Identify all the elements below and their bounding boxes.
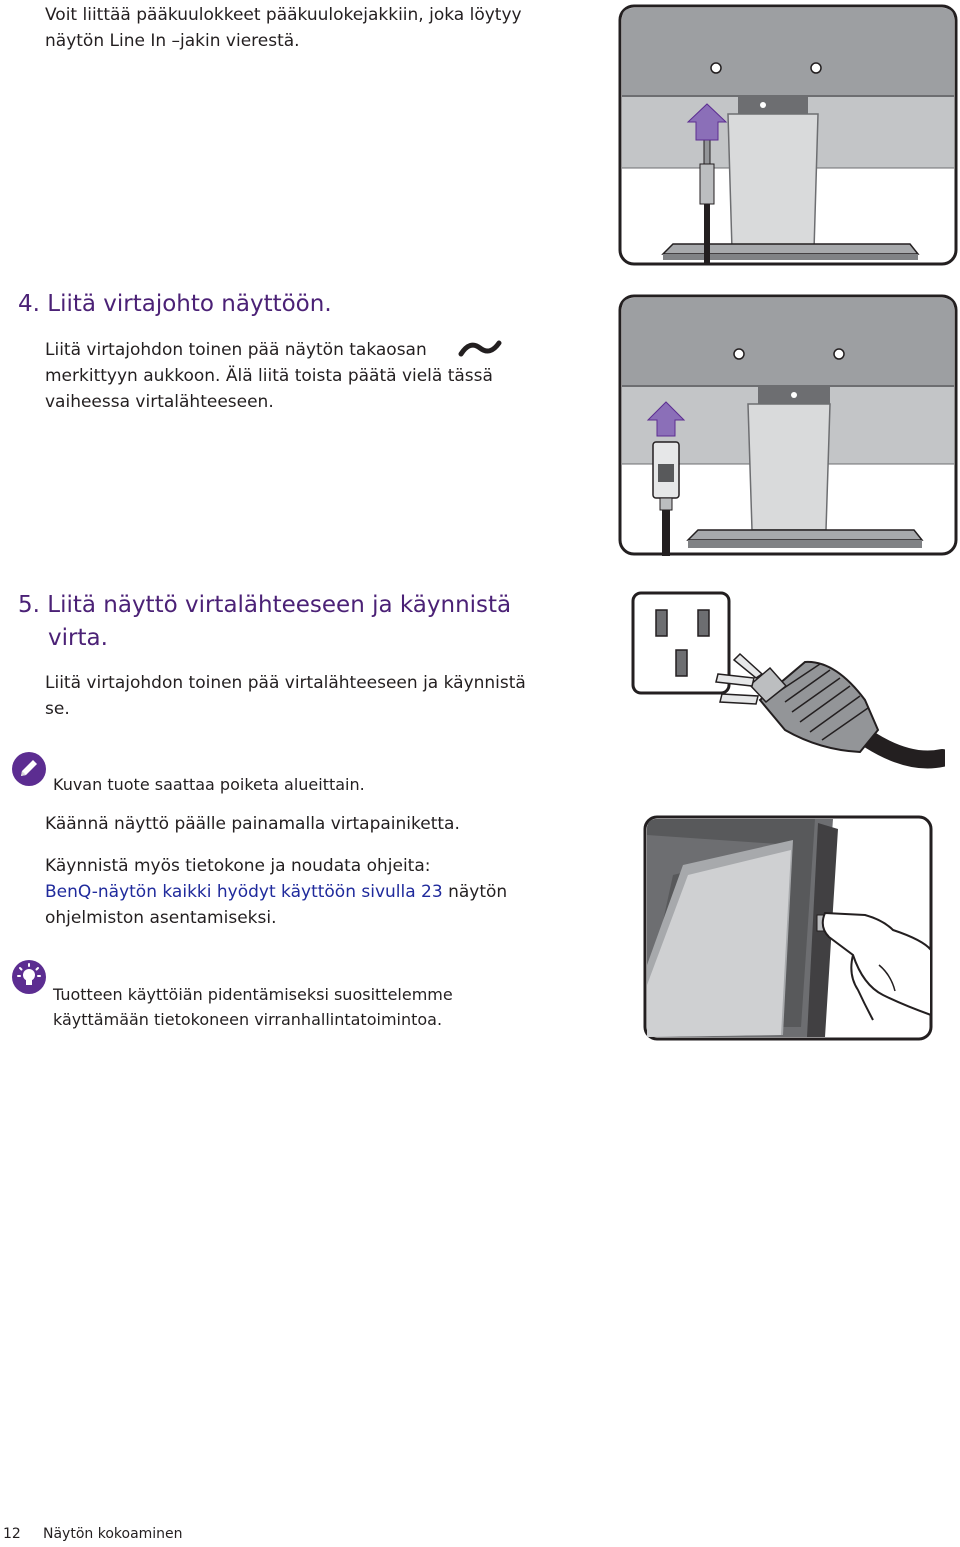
tip-line-1: Tuotteen käyttöiän pidentämiseksi suosittelemme (53, 985, 453, 1004)
step-5-line-1: Liitä virtajohdon toinen pää virtalähteeseen ja käynnistä (45, 673, 526, 693)
wall-outlet-figure (630, 590, 945, 782)
headphone-jack-figure (618, 4, 958, 268)
computer-instructions-line-3: ohjelmiston asentamiseksi. (45, 908, 277, 928)
step-4-line-1: Liitä virtajohdon toinen pää näytön takaosan (45, 340, 427, 360)
step-4-line-2: merkittyyn aukkoon. Älä liitä toista päätä vielä tässä (45, 366, 493, 386)
tip-line-2: käyttämään tietokoneen virranhallintatoimintoa. (53, 1010, 443, 1029)
intro-line-1: Voit liittää pääkuulokkeet pääkuulokejakkiin, joka löytyy (45, 5, 522, 25)
step-5-heading-line-2: virta. (48, 625, 108, 651)
page-number: 12 (3, 1526, 21, 1542)
benq-features-link[interactable]: BenQ-näytön kaikki hyödyt käyttöön sivulla 23 (45, 882, 443, 902)
step-4-line-3: vaiheessa virtalähteeseen. (45, 392, 274, 412)
power-button-figure (643, 815, 933, 1041)
tilde-symbol-icon (458, 338, 502, 360)
footer-section-title: Näytön kokoaminen (43, 1526, 183, 1542)
link-trailing-text: näytön (442, 882, 508, 902)
intro-line-2: näytön Line In –jakin vierestä. (45, 31, 300, 51)
power-cord-monitor-figure (618, 294, 958, 558)
computer-instructions-line-2 (45, 879, 507, 905)
step-4-heading: 4. Liitä virtajohto näyttöön. (18, 291, 332, 317)
power-on-text: Käännä näyttö päälle painamalla virtapainiketta. (45, 814, 460, 834)
step-5-line-2: se. (45, 699, 70, 719)
step-5-heading-line-1: 5. Liitä näyttö virtalähteeseen ja käynnistä (18, 592, 512, 618)
computer-instructions-line-1: Käynnistä myös tietokone ja noudata ohjeita: (45, 856, 431, 876)
note-text: Kuvan tuote saattaa poiketa alueittain. (53, 775, 365, 794)
pencil-note-icon (10, 750, 48, 788)
lightbulb-tip-icon (10, 958, 48, 996)
